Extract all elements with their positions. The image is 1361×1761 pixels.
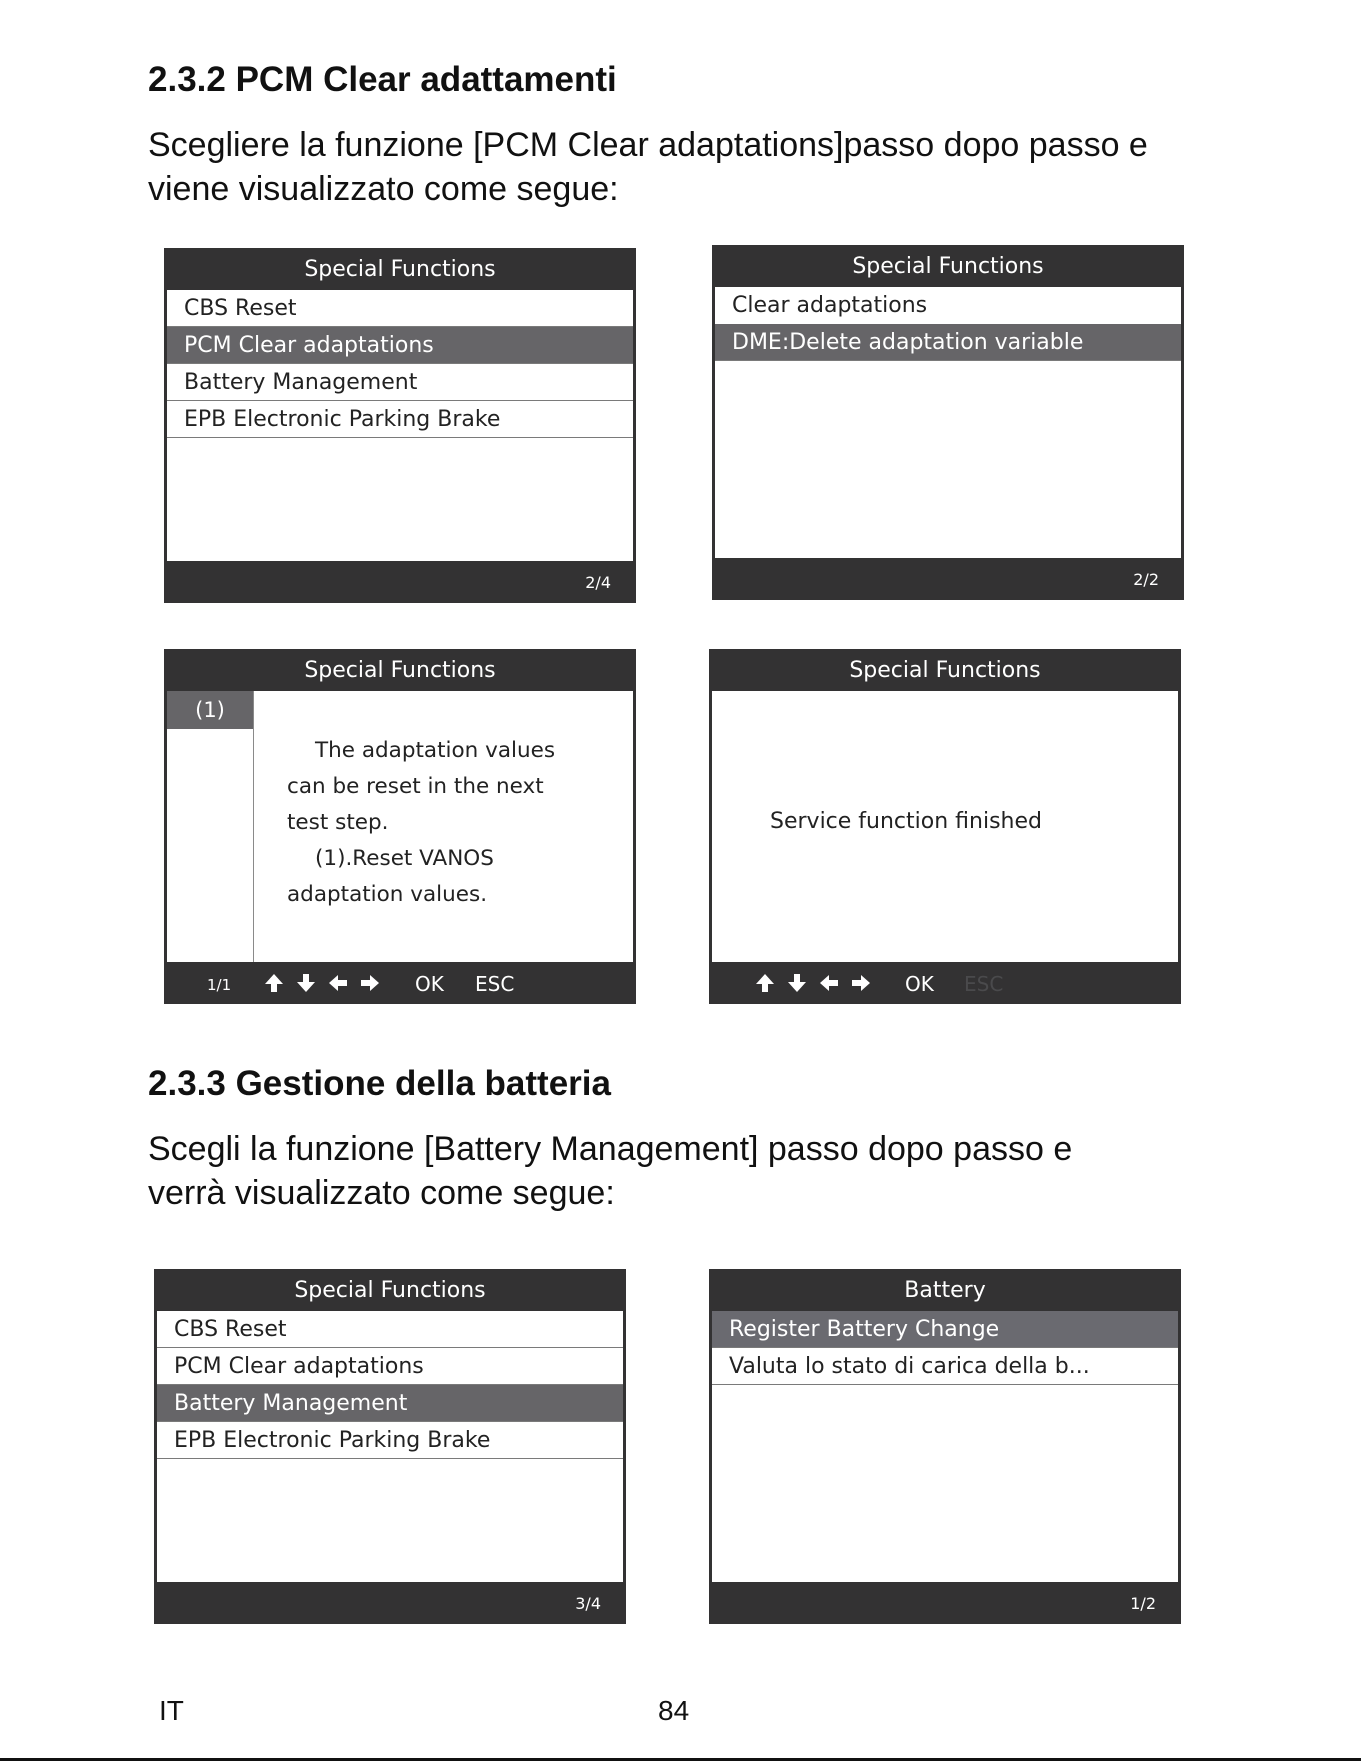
screen-title: Battery: [712, 1269, 1178, 1311]
screen-title: Special Functions: [167, 248, 633, 290]
screen-title: Special Functions: [167, 649, 633, 691]
screen-special-functions-3: [164, 649, 636, 1004]
instruction-line: adaptation values.: [287, 882, 488, 907]
arrow-down-icon[interactable]: [295, 972, 317, 994]
section-heading-pcm-clear: 2.3.2 PCM Clear adattamenti: [148, 60, 617, 99]
intro-line-2: verrà visualizzato come segue:: [148, 1174, 615, 1212]
screen-footer: [157, 1582, 623, 1624]
arrow-down-icon[interactable]: [786, 972, 808, 994]
screen-special-functions-1: [164, 248, 636, 603]
menu-item-cbs-reset[interactable]: CBS Reset: [167, 290, 633, 327]
menu-item-battery-management[interactable]: Battery Management: [157, 1385, 623, 1422]
step-column: [167, 691, 254, 962]
page-indicator: 1/2: [1130, 1594, 1156, 1613]
page-indicator: 3/4: [575, 1594, 601, 1613]
arrow-keys: [263, 962, 381, 1004]
menu-item-register-battery-change[interactable]: Register Battery Change: [712, 1311, 1178, 1348]
battery-menu: [712, 1311, 1178, 1385]
instruction-line: (1).Reset VANOS: [315, 846, 494, 871]
screen-title: Special Functions: [157, 1269, 623, 1311]
instruction-line: can be reset in the next: [287, 774, 544, 799]
page-indicator: 2/2: [1133, 570, 1159, 589]
arrow-keys: [754, 962, 872, 1004]
function-menu: [167, 290, 633, 438]
step-tag[interactable]: (1): [167, 691, 253, 729]
screen-footer: [167, 962, 633, 1004]
screen-title: Special Functions: [712, 649, 1178, 691]
menu-item-clear-adaptations[interactable]: Clear adaptations: [715, 287, 1181, 324]
screen-footer: [715, 558, 1181, 600]
function-menu: [715, 287, 1181, 361]
intro-line-1: Scegliere la funzione [PCM Clear adaptations]passo dopo passo e: [148, 126, 1148, 164]
menu-item-pcm-clear-adaptations[interactable]: PCM Clear adaptations: [167, 327, 633, 364]
menu-item-pcm-clear-adaptations[interactable]: PCM Clear adaptations: [157, 1348, 623, 1385]
page-indicator: 1/1: [207, 976, 232, 994]
arrow-up-icon[interactable]: [754, 972, 776, 994]
screen-battery: [709, 1269, 1181, 1624]
arrow-up-icon[interactable]: [263, 972, 285, 994]
arrow-right-icon[interactable]: [850, 972, 872, 994]
section-intro-pcm-clear: [148, 123, 1248, 211]
instruction-line: The adaptation values: [315, 738, 556, 763]
menu-item-battery-charge-state[interactable]: Valuta lo stato di carica della b...: [712, 1348, 1178, 1385]
menu-item-epb[interactable]: EPB Electronic Parking Brake: [167, 401, 633, 438]
instruction-text: [287, 733, 613, 913]
intro-line-2: viene visualizzato come segue:: [148, 170, 619, 208]
instruction-line: test step.: [287, 810, 389, 835]
ok-button[interactable]: OK: [905, 972, 934, 996]
screen-footer: [167, 561, 633, 603]
menu-item-cbs-reset[interactable]: CBS Reset: [157, 1311, 623, 1348]
arrow-left-icon[interactable]: [327, 972, 349, 994]
esc-button[interactable]: ESC: [964, 972, 1004, 996]
status-message: Service function finished: [770, 809, 1042, 834]
section-intro-battery: [148, 1127, 1248, 1215]
language-code: IT: [159, 1695, 184, 1726]
screen-special-functions-4: [709, 649, 1181, 1004]
menu-item-battery-management[interactable]: Battery Management: [167, 364, 633, 401]
screen-special-functions-5: [154, 1269, 626, 1624]
esc-button[interactable]: ESC: [475, 972, 515, 996]
screen-special-functions-2: [712, 245, 1184, 600]
page-indicator: 2/4: [585, 573, 611, 592]
section-heading-battery: 2.3.3 Gestione della batteria: [148, 1064, 611, 1103]
ok-button[interactable]: OK: [415, 972, 444, 996]
intro-line-1: Scegli la funzione [Battery Management] passo dopo passo e: [148, 1130, 1073, 1168]
page-number: 84: [658, 1695, 690, 1726]
menu-item-dme-delete-adaptation[interactable]: DME:Delete adaptation variable: [715, 324, 1181, 361]
arrow-left-icon[interactable]: [818, 972, 840, 994]
screen-title: Special Functions: [715, 245, 1181, 287]
menu-item-epb[interactable]: EPB Electronic Parking Brake: [157, 1422, 623, 1459]
function-menu: [157, 1311, 623, 1459]
arrow-right-icon[interactable]: [359, 972, 381, 994]
screen-footer: [712, 1582, 1178, 1624]
screen-footer: [712, 962, 1178, 1004]
